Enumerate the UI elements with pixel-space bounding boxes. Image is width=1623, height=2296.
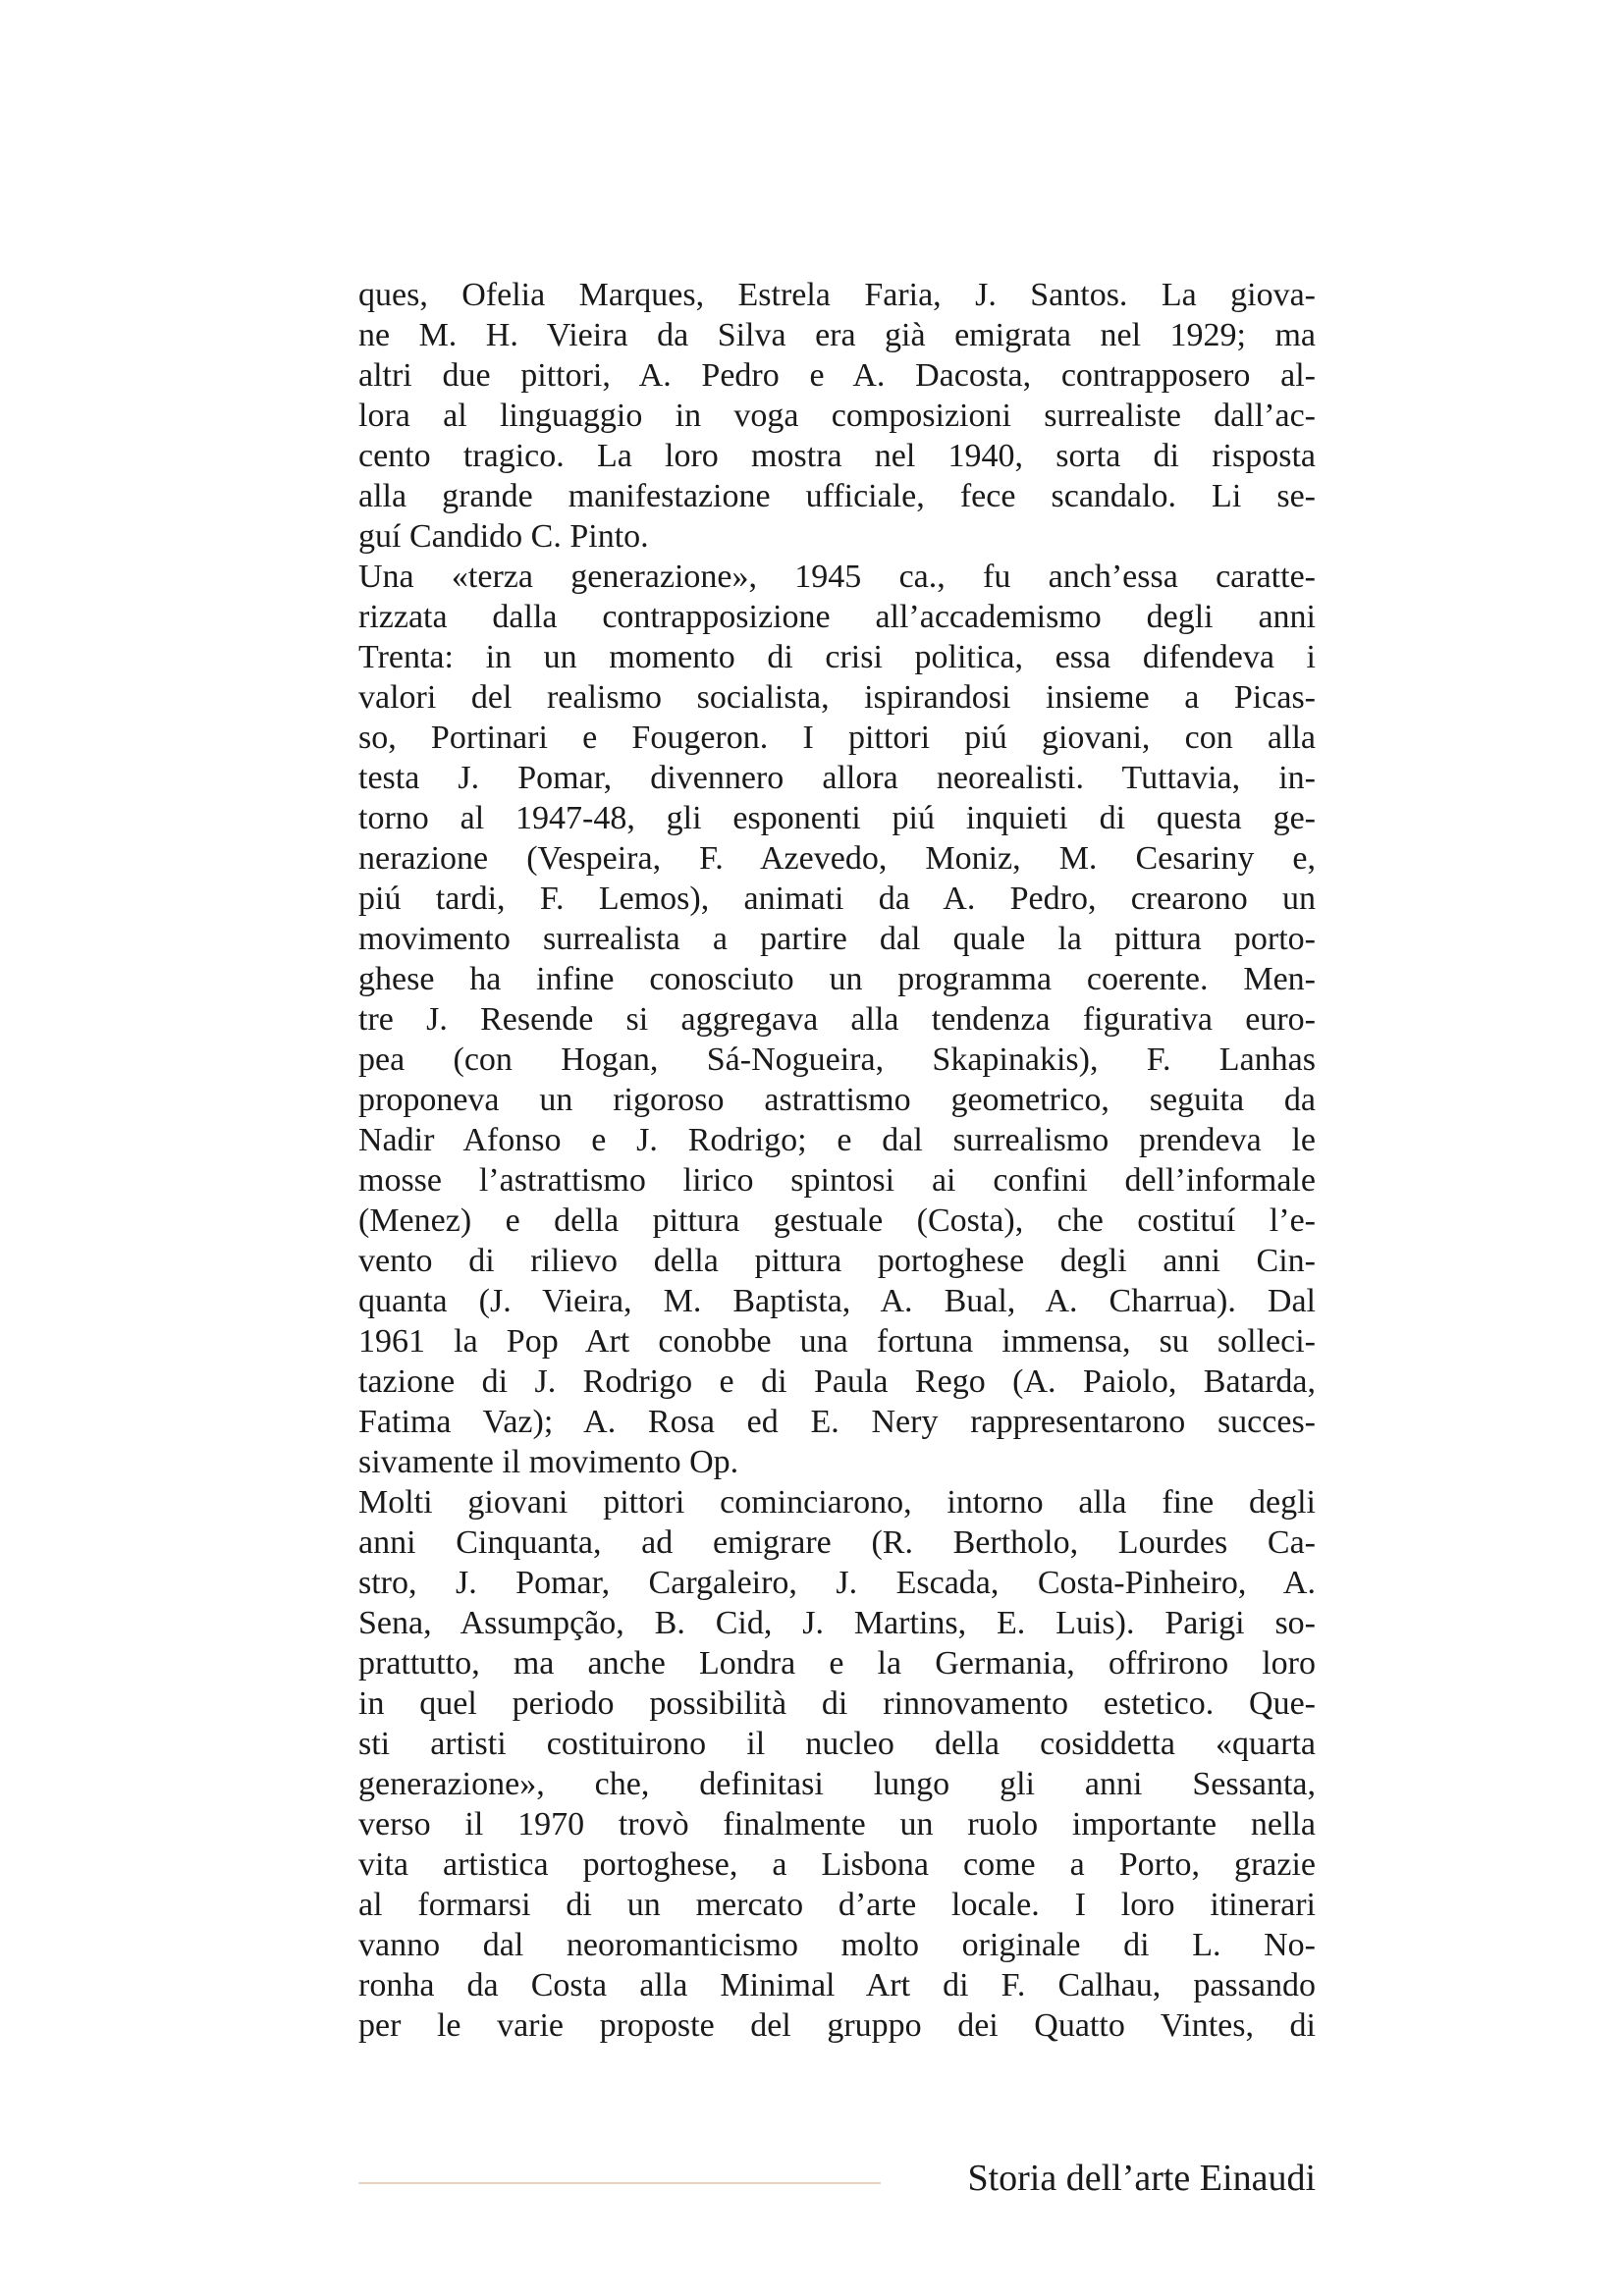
text-line: prattutto, ma anche Londra e la Germania, offrirono loro (358, 1645, 1316, 1682)
text-line: ques, Ofelia Marques, Estrela Faria, J. Santos. La giova- (358, 277, 1316, 313)
text-line: alla grande manifestazione ufficiale, fece scandalo. Li se- (358, 478, 1316, 514)
text-line: piú tardi, F. Lemos), animati da A. Pedro, crearono un (358, 881, 1316, 917)
text-line: al formarsi di un mercato d’arte locale. I loro itinerari (358, 1887, 1316, 1923)
text-line: Una «terza generazione», 1945 ca., fu anch’essa caratte- (358, 559, 1316, 595)
text-line: verso il 1970 trovò finalmente un ruolo importante nella (358, 1806, 1316, 1842)
text-line: vita artistica portoghese, a Lisbona come a Porto, grazie (358, 1846, 1316, 1883)
text-line: per le varie proposte del gruppo dei Quatto Vintes, di (358, 2007, 1316, 2044)
text-line: guí Candido C. Pinto. (358, 518, 649, 555)
text-line: Sena, Assumpção, B. Cid, J. Martins, E. Luis). Parigi so- (358, 1605, 1316, 1641)
text-line: Trenta: in un momento di crisi politica, essa difendeva i (358, 639, 1316, 675)
text-line: vanno dal neoromanticismo molto originale di L. No- (358, 1927, 1316, 1963)
text-line: Nadir Afonso e J. Rodrigo; e dal surrealismo prendeva le (358, 1122, 1316, 1158)
text-line: lora al linguaggio in voga composizioni surrealiste dall’ac- (358, 398, 1316, 434)
text-line: rizzata dalla contrapposizione all’accademismo degli anni (358, 599, 1316, 635)
text-line: testa J. Pomar, divennero allora neorealisti. Tuttavia, in- (358, 760, 1316, 796)
text-line: vento di rilievo della pittura portoghese degli anni Cin- (358, 1243, 1316, 1279)
text-line: anni Cinquanta, ad emigrare (R. Bertholo, Lourdes Ca- (358, 1524, 1316, 1561)
text-line: movimento surrealista a partire dal quale la pittura porto- (358, 921, 1316, 957)
text-line: mosse l’astrattismo lirico spintosi ai confini dell’informale (358, 1162, 1316, 1199)
text-line: altri due pittori, A. Pedro e A. Dacosta, contrapposero al- (358, 357, 1316, 394)
text-line: proponeva un rigoroso astrattismo geometrico, seguita da (358, 1082, 1316, 1118)
text-line: in quel periodo possibilità di rinnovamento estetico. Que- (358, 1685, 1316, 1722)
text-line: torno al 1947-48, gli esponenti piú inquieti di questa ge- (358, 800, 1316, 836)
body-text (358, 275, 1316, 2046)
text-line: quanta (J. Vieira, M. Baptista, A. Bual, A. Charrua). Dal (358, 1283, 1316, 1319)
text-line: sivamente il movimento Op. (358, 1444, 739, 1480)
text-line: pea (con Hogan, Sá-Nogueira, Skapinakis), F. Lanhas (358, 1041, 1316, 1078)
text-line: Fatima Vaz); A. Rosa ed E. Nery rappresentarono succes- (358, 1404, 1316, 1440)
text-line: 1961 la Pop Art conobbe una fortuna immensa, su solleci- (358, 1323, 1316, 1360)
text-line: tre J. Resende si aggregava alla tendenza figurativa euro- (358, 1001, 1316, 1038)
text-line: sti artisti costituirono il nucleo della cosiddetta «quarta (358, 1726, 1316, 1762)
text-line: cento tragico. La loro mostra nel 1940, sorta di risposta (358, 438, 1316, 474)
text-line: nerazione (Vespeira, F. Azevedo, Moniz, M. Cesariny e, (358, 840, 1316, 877)
text-line: tazione di J. Rodrigo e di Paula Rego (A. Paiolo, Batarda, (358, 1363, 1316, 1400)
text-line: generazione», che, definitasi lungo gli anni Sessanta, (358, 1766, 1316, 1802)
text-line: ghese ha infine conosciuto un programma coerente. Men- (358, 961, 1316, 997)
text-line: so, Portinari e Fougeron. I pittori piú giovani, con alla (358, 720, 1316, 756)
text-line: valori del realismo socialista, ispirandosi insieme a Picas- (358, 679, 1316, 716)
text-line: Molti giovani pittori cominciarono, intorno alla fine degli (358, 1484, 1316, 1521)
text-line: stro, J. Pomar, Cargaleiro, J. Escada, Costa-Pinheiro, A. (358, 1565, 1316, 1601)
text-line: ronha da Costa alla Minimal Art di F. Calhau, passando (358, 1967, 1316, 2003)
footer-divider (358, 2182, 881, 2184)
text-line: (Menez) e della pittura gestuale (Costa), che costituí l’e- (358, 1202, 1316, 1239)
footer-title: Storia dell’arte Einaudi (967, 2158, 1316, 2199)
text-line: ne M. H. Vieira da Silva era già emigrata nel 1929; ma (358, 317, 1316, 353)
